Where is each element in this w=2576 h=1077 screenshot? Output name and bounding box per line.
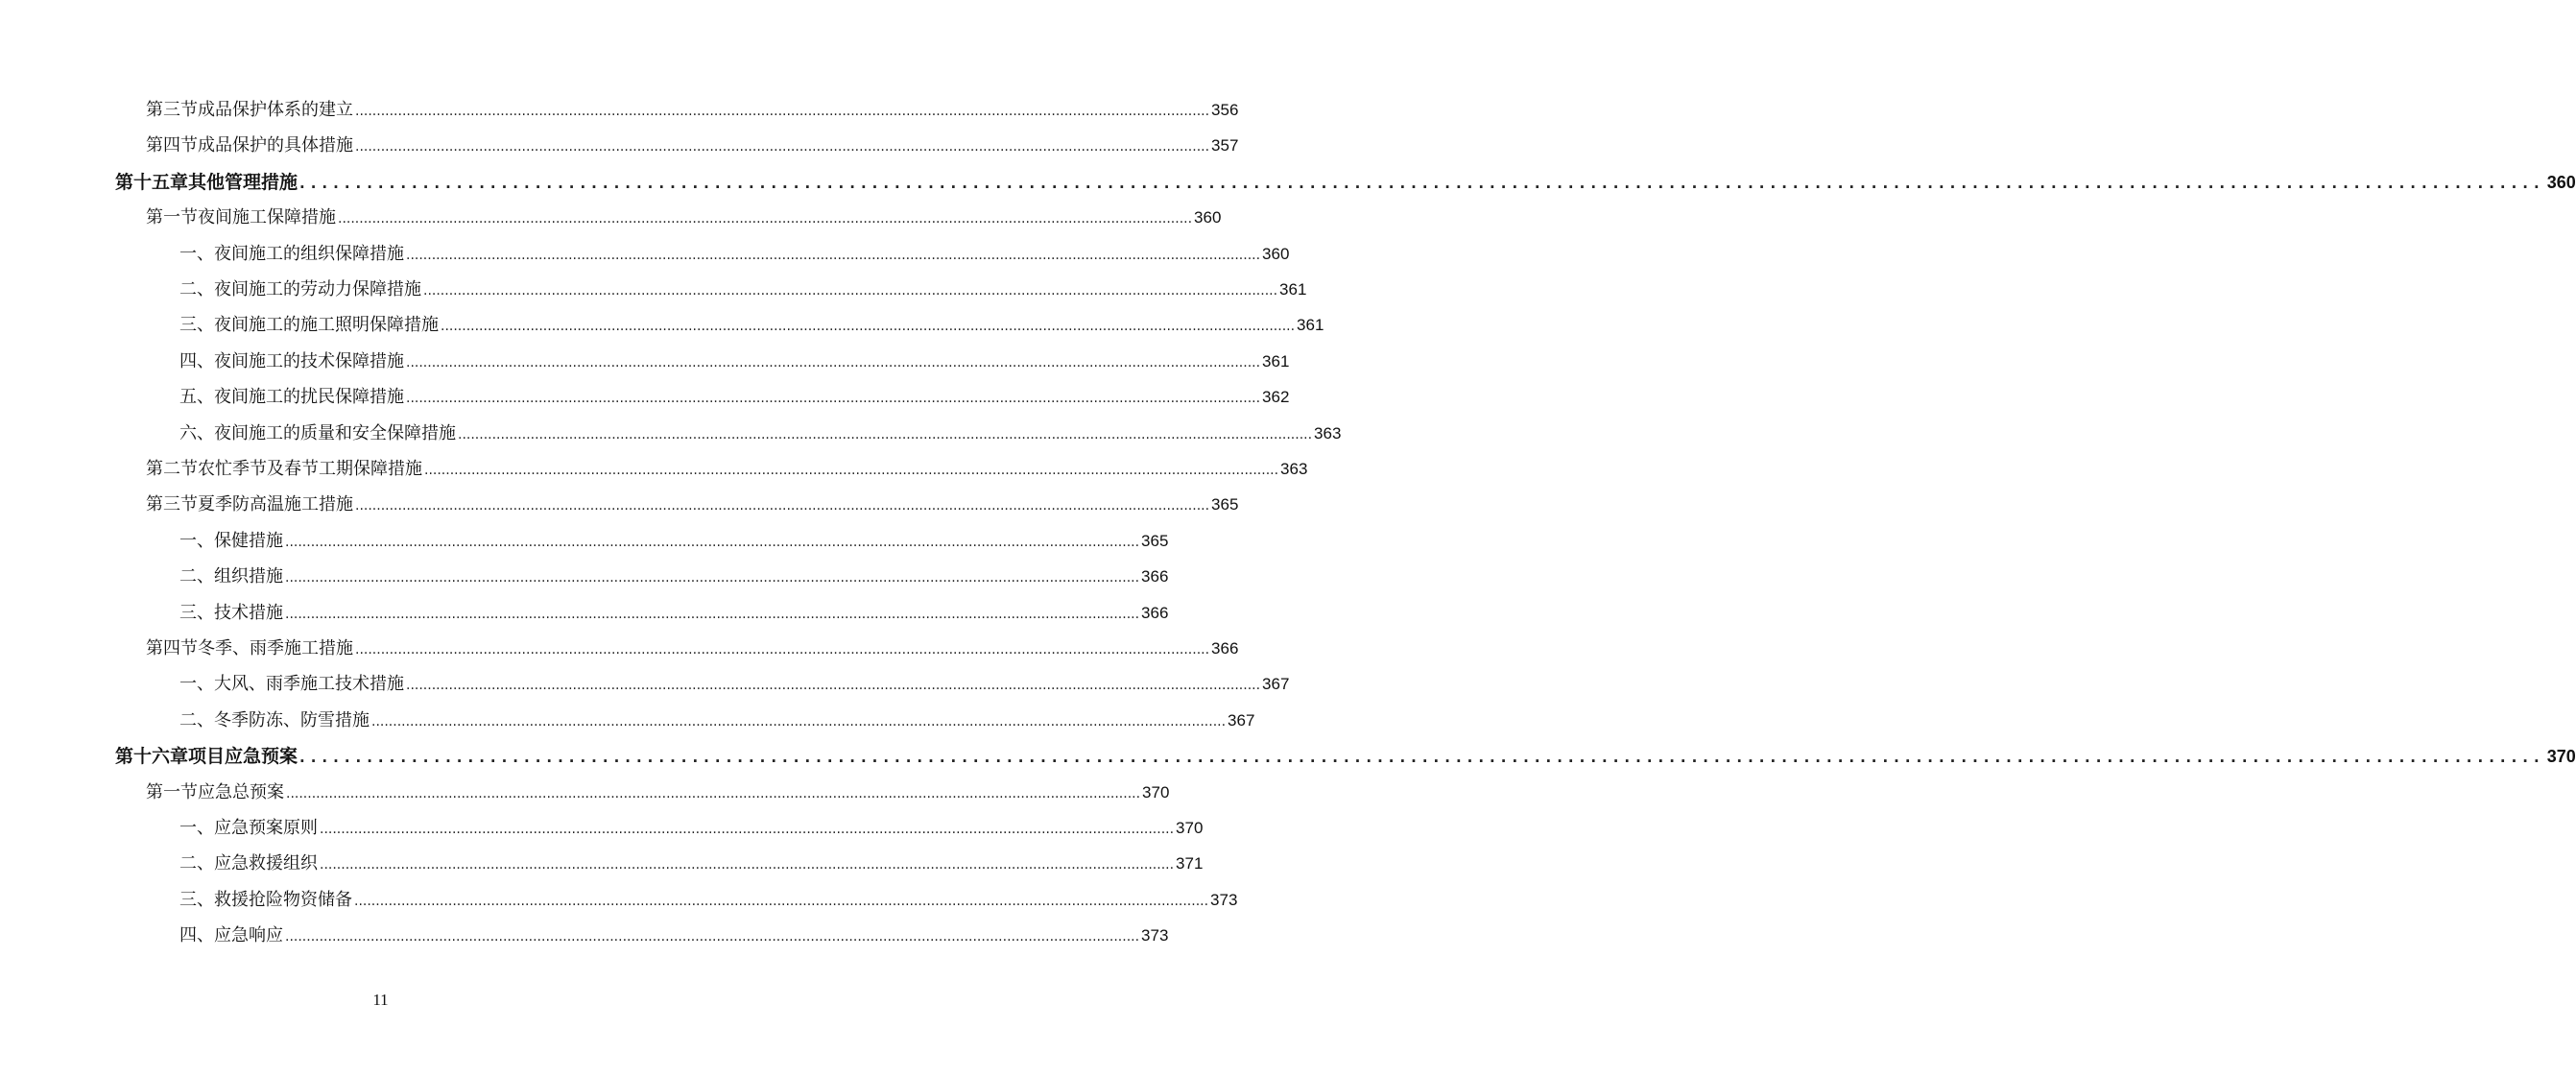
toc-entry-title: 应急响应 — [214, 925, 283, 946]
toc-entry-page: 356 — [1211, 101, 1239, 119]
toc-entry-page: 373 — [1210, 890, 1238, 909]
toc-entry-page: 361 — [1279, 280, 1307, 299]
page-number: 11 — [372, 991, 389, 1009]
toc-entry-item[interactable] — [179, 886, 1238, 911]
toc-entry-title: 大风、雨季施工技术措施 — [214, 674, 404, 695]
toc-entry-section[interactable] — [146, 778, 1170, 803]
toc-entry-page: 363 — [1314, 423, 1342, 443]
toc-entry-title: 应急救援组织 — [214, 853, 318, 874]
toc-entry-title: 其他管理措施 — [188, 171, 298, 193]
toc-entry-section[interactable] — [146, 132, 1239, 156]
toc-entry-section[interactable] — [146, 455, 1308, 480]
toc-entry-page: 360 — [1194, 208, 1222, 227]
toc-entry-item[interactable] — [179, 240, 1290, 265]
toc-entry-page: 365 — [1141, 531, 1169, 550]
toc-entry-item[interactable] — [179, 275, 1307, 300]
toc-entry-title: 冬季防冻、防雪措施 — [214, 709, 370, 730]
toc-entry-page: 373 — [1141, 926, 1169, 945]
toc-entry-label: 三、 — [179, 889, 214, 910]
toc-entry-item[interactable] — [179, 311, 1324, 336]
toc-entry-item[interactable] — [179, 706, 1255, 731]
toc-leader-dots: ........................................................................................................................................................................................................ — [285, 606, 1140, 622]
toc-entry-label: 第四节 — [146, 638, 198, 658]
toc-entry-item[interactable] — [179, 347, 1290, 372]
toc-entry-label: 二、 — [179, 709, 214, 730]
toc-entry-label: 第十五章 — [115, 171, 189, 193]
toc-entry-label: 第三节 — [146, 100, 198, 120]
toc-entry-label: 一、 — [179, 530, 214, 551]
toc-entry-label: 第四节 — [146, 135, 198, 156]
toc-entry-label: 六、 — [179, 422, 214, 443]
toc-entry-item[interactable] — [179, 599, 1169, 624]
toc-leader-dots: ........................................................................................................................................................................................................ — [371, 713, 1227, 730]
toc-entry-label: 第一节 — [146, 781, 198, 802]
toc-entry-title: 夏季防高温施工措施 — [198, 494, 353, 515]
toc-entry-title: 农忙季节及春节工期保障措施 — [198, 459, 422, 479]
toc-entry-title: 夜间施工保障措施 — [198, 207, 336, 228]
toc-entry-label: 二、 — [179, 566, 214, 587]
toc-leader-dots: ........................................................................................................................................................................................................ — [320, 857, 1175, 874]
toc-entry-page: 370 — [2546, 747, 2576, 767]
toc-entry-title: 夜间施工的扰民保障措施 — [214, 387, 404, 408]
toc-entry-page: 363 — [1280, 460, 1308, 478]
toc-entry-page: 361 — [1262, 351, 1290, 371]
toc-entry-page: 362 — [1262, 388, 1290, 407]
toc-leader-dots: ........................................................................................................................................................................................................ — [406, 678, 1261, 694]
toc-leader-dots: ........................................................................................................................................................................................................ — [354, 893, 1209, 909]
toc-entry-title: 夜间施工的技术保障措施 — [214, 350, 404, 371]
toc-entry-label: 四、 — [179, 350, 214, 371]
toc-entry-item[interactable] — [179, 419, 1342, 444]
toc-entry-label: 五、 — [179, 387, 214, 408]
toc-entry-title: 成品保护体系的建立 — [198, 100, 353, 120]
toc-leader-dots: ........................................................................................................................................................................................................ — [299, 749, 2545, 767]
toc-entry-item[interactable] — [179, 850, 1204, 874]
toc-entry-title: 夜间施工的施工照明保障措施 — [214, 315, 439, 336]
toc-entry-title: 成品保护的具体措施 — [198, 135, 353, 156]
toc-entry-page: 360 — [2546, 172, 2576, 192]
toc-entry-label: 一、 — [179, 818, 214, 838]
toc-leader-dots: ........................................................................................................................................................................................................ — [286, 785, 1141, 802]
toc-entry-page: 360 — [1262, 244, 1290, 263]
toc-entry-page: 361 — [1297, 316, 1324, 335]
toc-entry-item[interactable] — [179, 814, 1204, 839]
toc-entry-section[interactable] — [146, 491, 1239, 515]
toc-entry-title: 应急预案原则 — [214, 818, 318, 838]
toc-entry-page: 366 — [1211, 639, 1239, 658]
toc-entry-page: 366 — [1141, 567, 1169, 586]
toc-leader-dots: ........................................................................................................................................................................................................ — [338, 211, 1193, 227]
toc-entry-item[interactable] — [179, 670, 1290, 695]
toc-entry-page: 366 — [1141, 603, 1169, 622]
toc-entry-title: 组织措施 — [214, 566, 283, 587]
toc-entry-page: 367 — [1228, 710, 1255, 730]
toc-leader-dots: ........................................................................................................................................................................................................ — [355, 104, 1210, 119]
toc-entry-chapter[interactable] — [115, 742, 2576, 768]
toc-leader-dots: ........................................................................................................................................................................................................ — [355, 642, 1210, 658]
toc-entry-section[interactable] — [146, 203, 1222, 228]
toc-leader-dots: ........................................................................................................................................................................................................ — [424, 463, 1279, 478]
toc-entry-section[interactable] — [146, 96, 1239, 121]
toc-leader-dots: ........................................................................................................................................................................................................ — [355, 139, 1210, 156]
toc-leader-dots: ........................................................................................................................................................................................................ — [423, 283, 1278, 299]
toc-entry-page: 367 — [1262, 675, 1290, 694]
toc-entry-label: 第十六章 — [115, 746, 189, 768]
toc-leader-dots: ........................................................................................................................................................................................................ — [406, 354, 1261, 371]
toc-entry-label: 四、 — [179, 925, 214, 946]
toc-entry-label: 一、 — [179, 674, 214, 695]
toc-entry-item[interactable] — [179, 527, 1169, 552]
toc-entry-chapter[interactable] — [115, 168, 2576, 194]
toc-entry-title: 保健措施 — [214, 530, 283, 551]
toc-leader-dots: ........................................................................................................................................................................................................ — [406, 391, 1261, 407]
toc-entry-page: 357 — [1211, 136, 1239, 156]
toc-entry-item[interactable] — [179, 383, 1290, 408]
toc-entry-label: 二、 — [179, 279, 214, 299]
toc-entry-label: 一、 — [179, 243, 214, 264]
toc-leader-dots: ........................................................................................................................................................................................................ — [458, 426, 1313, 443]
toc-leader-dots: ........................................................................................................................................................................................................ — [355, 498, 1210, 515]
toc-entry-title: 救援抢险物资储备 — [214, 889, 352, 910]
toc-entry-item[interactable] — [179, 921, 1169, 946]
toc-entry-title: 冬季、雨季施工措施 — [198, 638, 353, 658]
toc-entry-title: 技术措施 — [214, 602, 283, 623]
toc-leader-dots: ........................................................................................................................................................................................................ — [299, 174, 2545, 192]
toc-entry-title: 夜间施工的组织保障措施 — [214, 243, 404, 264]
toc-entry-title: 夜间施工的质量和安全保障措施 — [214, 422, 456, 443]
toc-entry-title: 夜间施工的劳动力保障措施 — [214, 279, 421, 299]
toc-entry-label: 三、 — [179, 602, 214, 623]
toc-entry-title: 应急总预案 — [198, 781, 284, 802]
toc-leader-dots: ........................................................................................................................................................................................................ — [406, 247, 1261, 263]
toc-entry-label: 第二节 — [146, 459, 198, 479]
toc-entry-section[interactable] — [146, 634, 1239, 659]
toc-entry-page: 371 — [1176, 854, 1204, 874]
toc-entry-page: 370 — [1176, 819, 1204, 837]
toc-entry-label: 第一节 — [146, 207, 198, 228]
toc-leader-dots: ........................................................................................................................................................................................................ — [285, 570, 1140, 586]
toc-entry-page: 365 — [1211, 495, 1239, 515]
toc-entry-label: 第三节 — [146, 494, 198, 515]
toc-entry-label: 三、 — [179, 315, 214, 336]
toc-leader-dots: ........................................................................................................................................................................................................ — [320, 822, 1175, 837]
toc-entry-label: 二、 — [179, 853, 214, 874]
toc-leader-dots: ........................................................................................................................................................................................................ — [285, 534, 1140, 550]
toc-leader-dots: ........................................................................................................................................................................................................ — [285, 929, 1140, 945]
toc-entry-title: 项目应急预案 — [188, 746, 298, 768]
toc-entry-page: 370 — [1142, 782, 1170, 802]
toc-leader-dots: ........................................................................................................................................................................................................ — [441, 319, 1296, 335]
toc-entry-item[interactable] — [179, 562, 1169, 587]
